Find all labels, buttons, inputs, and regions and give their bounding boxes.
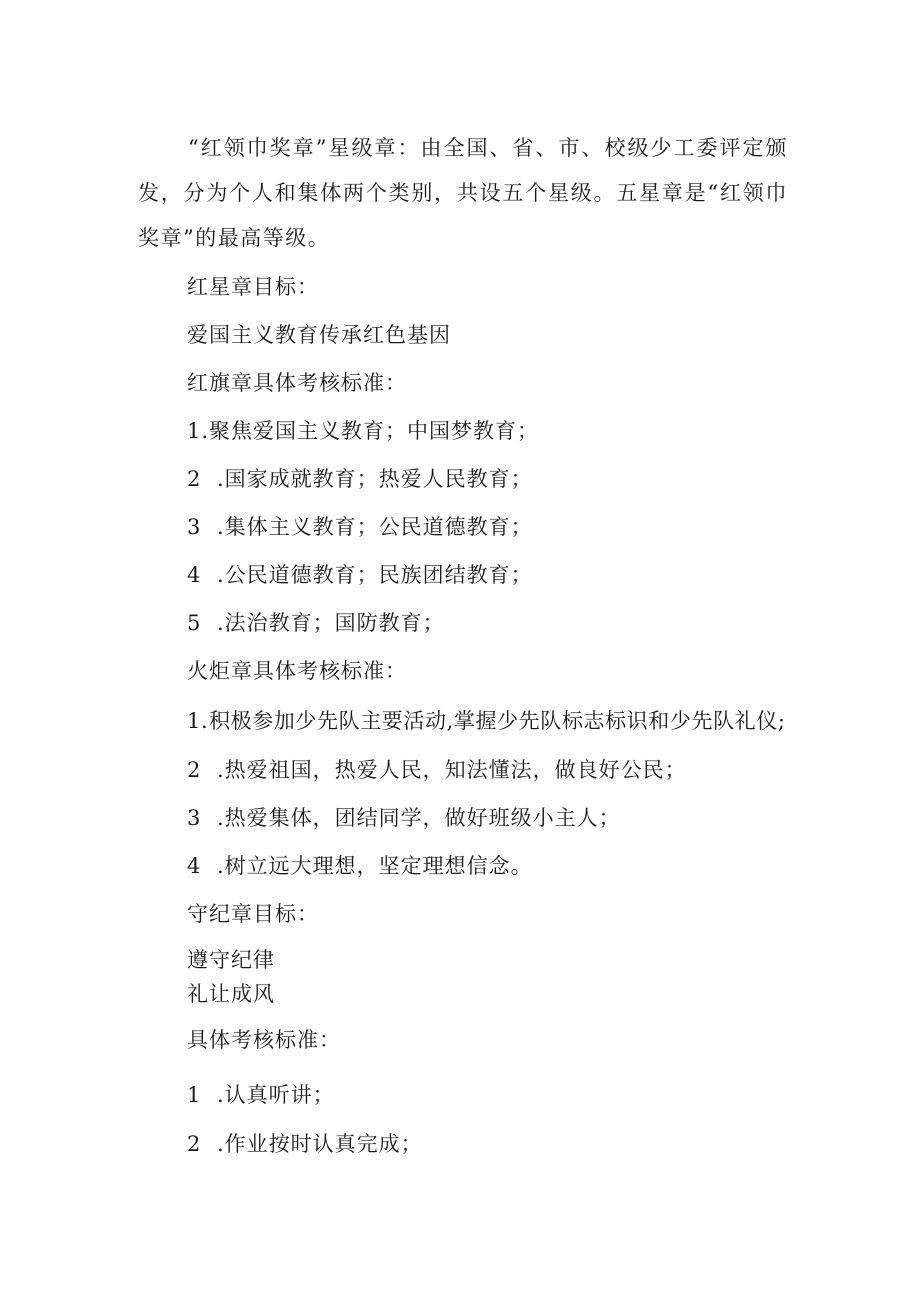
discipline-criteria-heading: 具体考核标准：	[187, 1028, 341, 1052]
item-text: .热爱祖国，热爱人民，知法懂法，做良好公民；	[217, 758, 687, 782]
list-item	[187, 513, 533, 541]
torch-heading: 火炬章具体考核标准：	[187, 659, 407, 683]
item-text: .作业按时认真完成；	[217, 1132, 423, 1156]
item-text: .公民道德教育；民族团结教育；	[217, 563, 533, 587]
item-number: 2	[187, 467, 202, 491]
list-item	[187, 707, 786, 735]
discipline-goal-line1: 遵守纪律	[187, 948, 275, 972]
list-item	[187, 465, 533, 493]
item-number: 2	[187, 1132, 202, 1156]
item-number: 1.	[187, 419, 210, 443]
list-item	[187, 756, 687, 784]
red-star-goal: 爱国主义教育传承红色基因	[187, 323, 451, 347]
item-text: 聚焦爱国主义教育；中国梦教育；	[209, 419, 540, 443]
list-item	[187, 852, 533, 880]
item-number: 4	[187, 563, 202, 587]
red-star-heading: 红星章目标：	[187, 275, 319, 299]
item-number: 2	[187, 758, 202, 782]
item-number: 1.	[187, 709, 209, 733]
list-item	[187, 1081, 335, 1109]
list-item	[187, 1130, 423, 1158]
item-text: 积极参加少先队主要活动,掌握少先队标志标识和少先队礼仪;	[209, 709, 786, 733]
red-flag-heading: 红旗章具体考核标准：	[187, 371, 407, 395]
discipline-goal-line2: 礼让成风	[187, 982, 275, 1006]
item-text: .热爱集体，团结同学，做好班级小主人；	[217, 806, 621, 830]
list-item	[187, 561, 533, 589]
item-number: 3	[187, 806, 202, 830]
intro-paragraph: “红领巾奖章”星级章：由全国、省、市、校级少工委评定颁发，分为个人和集体两个类别，共设五个星级。五星章是“红领巾奖章”的最高等级。	[138, 136, 788, 250]
item-text: .国家成就教育；热爱人民教育；	[217, 467, 533, 491]
item-number: 1	[187, 1083, 202, 1107]
list-item	[187, 609, 445, 637]
item-number: 5	[187, 611, 202, 635]
item-text: .法治教育；国防教育；	[217, 611, 445, 635]
discipline-heading: 守纪章目标：	[187, 902, 319, 926]
item-number: 3	[187, 515, 202, 539]
item-text: .树立远大理想，坚定理想信念。	[217, 854, 533, 878]
list-item	[187, 417, 539, 445]
item-text: .集体主义教育；公民道德教育；	[217, 515, 533, 539]
item-text: .认真听讲；	[217, 1083, 335, 1107]
list-item	[187, 804, 621, 832]
item-number: 4	[187, 854, 202, 878]
